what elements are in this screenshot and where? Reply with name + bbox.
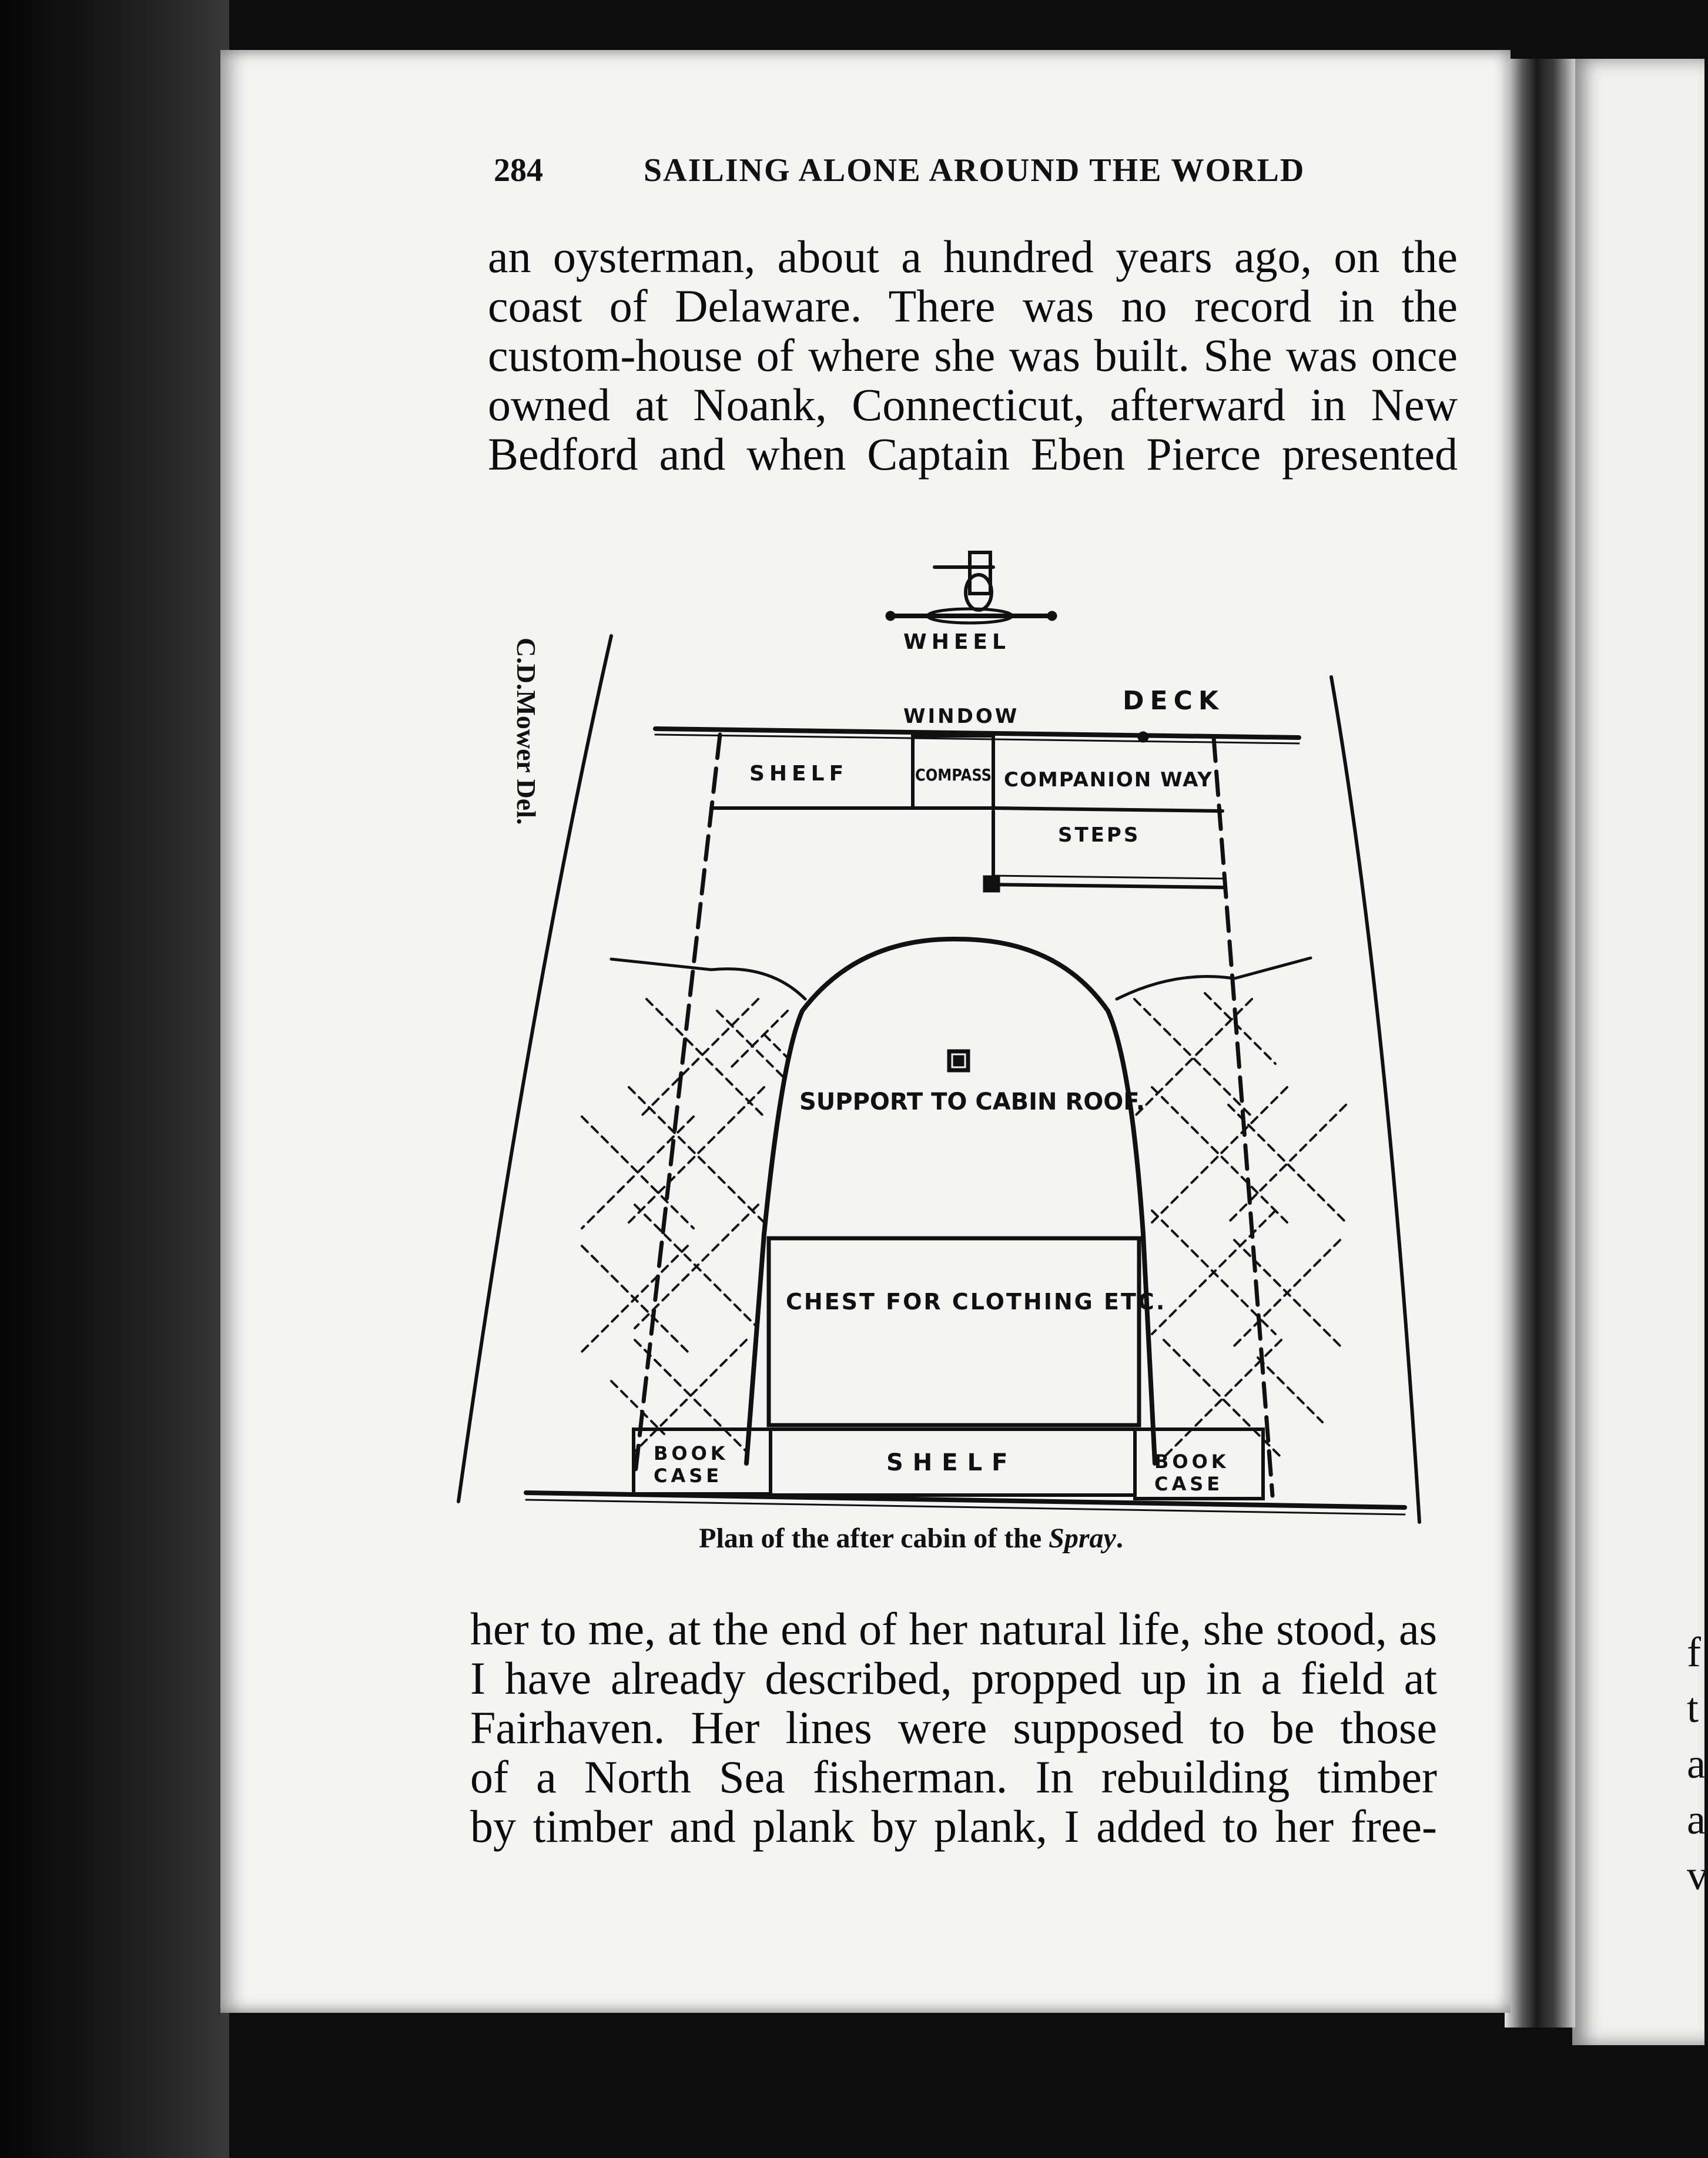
facing-page-fragment: a [1687, 1740, 1706, 1787]
text-line: Bedford and when Captain Eben Pierce presented [488, 428, 1458, 480]
facing-page-fragment: a [1687, 1796, 1706, 1843]
compass-label: COMPASS [915, 765, 992, 785]
shelf-bottom-label: SHELF [886, 1449, 1017, 1476]
caption-text: Plan of the after cabin of the [699, 1523, 1049, 1554]
facing-page-fragment: v [1687, 1852, 1708, 1899]
text-line: by timber and plank by plank, I added to her free- [470, 1801, 1437, 1852]
text-line: I have already described, propped up in a field at [470, 1653, 1437, 1704]
cabin-roof-arch [746, 939, 1155, 1463]
draftsman-signature: C.D.Mower Del. [511, 638, 541, 825]
wheel-icon [886, 552, 1057, 623]
figure-caption [588, 1522, 1234, 1554]
cabin-wall-port [635, 735, 720, 1478]
steps-post [983, 876, 1000, 892]
running-title: SAILING ALONE AROUND THE WORLD [644, 152, 1305, 189]
book-case-port-label: CASE [654, 1465, 723, 1487]
shelf-top-label: SHELF [749, 762, 849, 786]
hull-starboard-line [1331, 677, 1419, 1522]
deck-label: DECK [1123, 686, 1224, 716]
body-text-bottom [470, 1604, 1437, 1851]
page-number: 284 [494, 152, 543, 189]
steps-label: STEPS [1058, 823, 1141, 847]
text-line: Fairhaven. Her lines were supposed to be those [470, 1702, 1437, 1753]
book-case-starboard-label: BOOK [1154, 1450, 1230, 1473]
window-label: WINDOW [903, 705, 1020, 728]
book-case-starboard-label: CASE [1154, 1473, 1224, 1495]
text-line: an oysterman, about a hundred years ago, on the [488, 231, 1458, 282]
caption-italic: Spray [1049, 1523, 1116, 1554]
support-label: SUPPORT TO CABIN ROOF. [799, 1088, 1145, 1115]
text-line: owned at Noank, Connecticut, afterward in New [488, 379, 1458, 430]
text-line: coast of Delaware. There was no record in the [488, 280, 1458, 331]
facing-page-fragment: f [1687, 1628, 1701, 1676]
companion-way-label: COMPANION WAY [1004, 768, 1213, 792]
chest-label: CHEST FOR CLOTHING ETC. [786, 1289, 1167, 1315]
text-line: custom-house of where she was built. She was once [488, 330, 1458, 381]
book-case-port-label: BOOK [654, 1442, 729, 1465]
wheel-label: WHEEL [903, 630, 1010, 654]
support-post-icon [947, 1050, 970, 1072]
caption-period: . [1116, 1523, 1123, 1554]
text-line: her to me, at the end of her natural life, she stood, as [470, 1603, 1437, 1654]
cabin-wall-starboard [1214, 738, 1272, 1496]
text-line: of a North Sea fisherman. In rebuilding timber [470, 1751, 1437, 1802]
facing-page-fragment: t [1687, 1684, 1699, 1731]
